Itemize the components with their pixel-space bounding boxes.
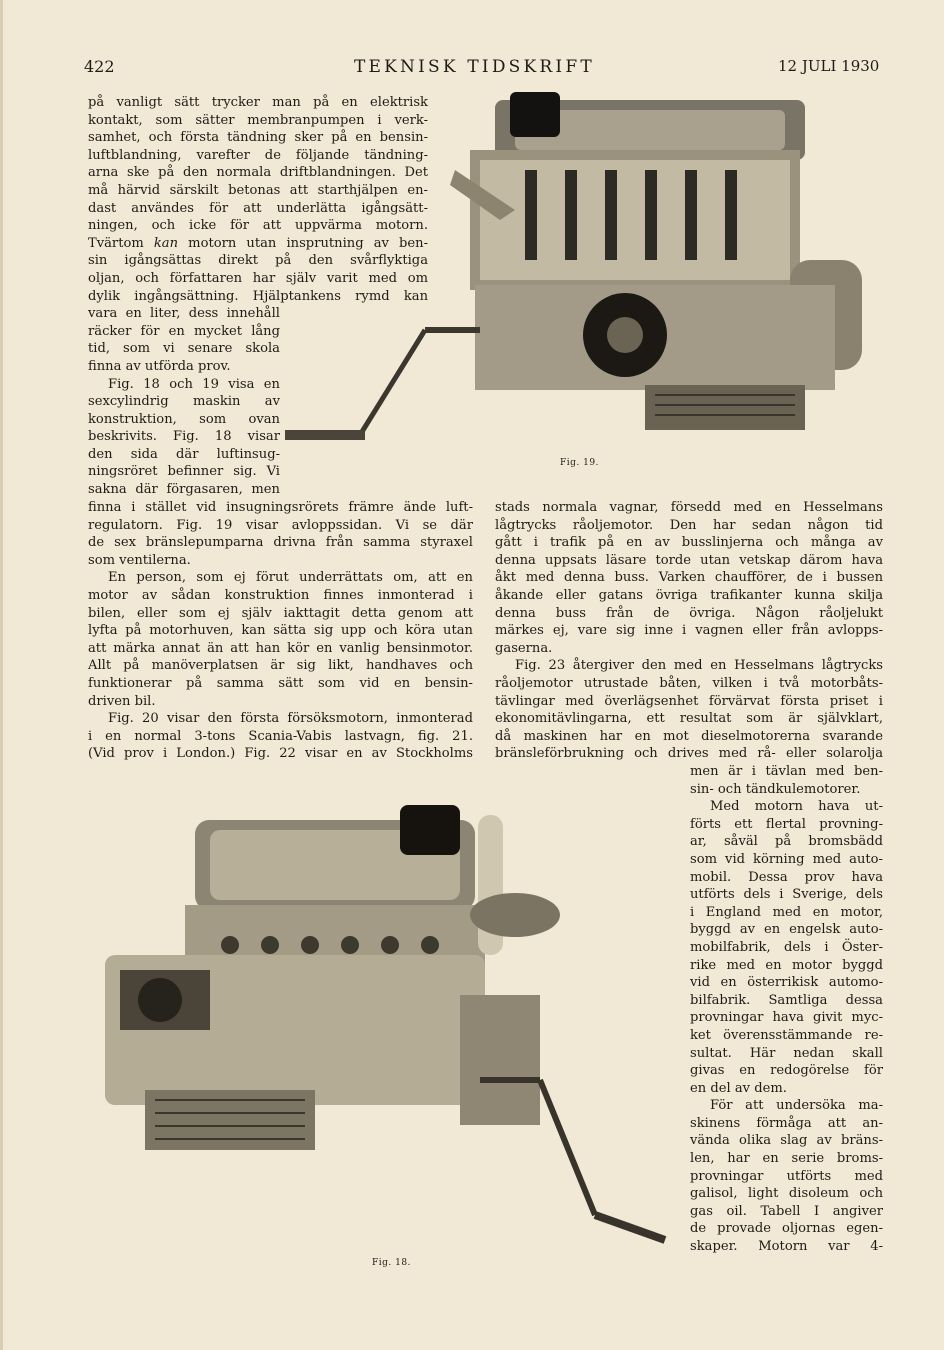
text-line: bilen, eller som ej själv iakttagit detta genom att: [88, 605, 473, 621]
text-line: men är i tävlan med ben-: [690, 764, 883, 779]
text-line: skinens förmåga att an-: [690, 1115, 883, 1131]
text-line: beskrivits. Fig. 18 visar: [88, 429, 280, 445]
text-line: motor av sådan konstruktion finnes inmonterad i: [88, 587, 473, 603]
journal-title: TEKNISK TIDSKRIFT: [354, 57, 595, 77]
text-line: galisol, light disoleum och: [690, 1186, 883, 1202]
text-line: len, har en serie broms-: [690, 1151, 883, 1167]
text-line: räcker för en mycket lång: [88, 323, 280, 339]
text-line: mobilfabrik, dels i Öster-: [690, 939, 883, 955]
text-line: mobil. Dessa prov hava: [690, 869, 883, 885]
text-line: Fig. 23 återgiver den med en Hesselmans lågtrycks: [515, 658, 883, 674]
issue-date: 12 JULI 1930: [778, 57, 880, 75]
figure-19-caption: Fig. 19.: [560, 458, 599, 468]
right-column-bottom-text: [690, 763, 883, 1256]
text-line: i en normal 3-tons Scania-Vabis lastvagn, fig. 21.: [88, 728, 473, 744]
text-line: funktionerar på samma sätt som vid en bensin-: [88, 675, 473, 691]
text-line: bilfabrik. Samtliga dessa: [690, 992, 883, 1008]
text-line: tävlingar med överlägsenhet förvärvat första priset i: [495, 693, 883, 709]
text-line: ket överensstämmande re-: [690, 1027, 883, 1043]
text-line: sin igångsättas direkt på den svårflyktiga: [88, 253, 428, 269]
text-line: denna uppsats läsare torde utan vetskap därom hava: [495, 552, 883, 568]
text-line: de sex bränslepumparna drivna från samma styraxel: [88, 535, 473, 551]
text-line: För att undersöka ma-: [710, 1098, 883, 1114]
text-line: Tvärtom kan motorn utan insprutning av ben-: [88, 235, 428, 251]
text-line: driven bil.: [88, 693, 156, 709]
text-line: Med motorn hava ut-: [710, 799, 883, 815]
text-line: vid en österrikisk automo-: [690, 975, 883, 991]
text-line: sexcylindrig maskin av: [88, 394, 280, 410]
text-line: dylik ingångsättning. Hjälptankens rymd kan: [88, 288, 428, 304]
text-line: regulatorn. Fig. 19 visar avloppssidan. Vi se där: [88, 517, 473, 533]
text-line: ningsröret befinner sig. Vi: [88, 464, 280, 480]
text-line: Fig. 20 visar den första försöksmotorn, inmonterad: [108, 711, 473, 727]
text-line: ar, såväl på bromsbädd: [690, 834, 883, 850]
text-line: bränsleförbrukning och drives med rå- eller solarolja: [495, 746, 883, 762]
text-line: givas en redogörelse för: [690, 1063, 883, 1079]
text-line: arna ske på den normala driftblandningen. Det: [88, 165, 428, 181]
text-line: lyfta på motorhuven, kan sätta sig upp och köra utan: [88, 623, 473, 639]
text-line: råoljemotor utrustade båten, vilken i två motorbåts-: [495, 675, 883, 691]
text-line: en del av dem.: [690, 1080, 787, 1096]
text-line: ekonomitävlingarna, ett resultat som är självklart,: [495, 711, 883, 727]
text-line: de provade oljornas egen-: [690, 1221, 883, 1237]
figure-18-caption: Fig. 18.: [372, 1258, 411, 1268]
text-line: rike med en motor byggd: [690, 957, 883, 973]
text-line: (Vid prov i London.) Fig. 22 visar en av Stockholms: [88, 746, 473, 762]
text-line: lågtrycks råoljemotor. Den har sedan någon tid: [495, 517, 883, 533]
text-line: Fig. 18 och 19 visa en: [108, 376, 280, 392]
text-line: provningar hava givit myc-: [690, 1010, 883, 1026]
text-line: stads normala vagnar, försedd med en Hesselmans: [495, 500, 883, 515]
left-column-bottom-text: [88, 499, 473, 763]
text-line: tid, som vi senare skola: [88, 341, 280, 357]
text-line: åkande eller gatans övriga trafikanter kunna skilja: [495, 587, 883, 603]
text-line: då maskinen har en mot dieselmotorerna svarande: [495, 728, 883, 744]
text-line: finna i stället vid insugningsrörets främre ände luft-: [88, 500, 473, 515]
text-line: luftblandning, varefter de följande tändning-: [88, 147, 428, 163]
page-number: 422: [84, 57, 115, 76]
text-line: denna buss från de övriga. Någon råoljelukt: [495, 605, 883, 621]
text-line: den sida där luftinsug-: [88, 446, 280, 462]
text-line: sakna där förgasaren, men: [88, 482, 280, 498]
text-line: provningar utförts med: [690, 1168, 883, 1184]
text-line: finna av utförda prov.: [88, 358, 231, 374]
text-line: att märka annat än att han kör en vanlig bensinmotor.: [88, 640, 473, 656]
figure-19-engine-photo: [285, 90, 865, 450]
text-line: utförts dels i Sverige, dels: [690, 887, 883, 903]
text-line: märkes ej, vare sig inne i vagnen eller från avlopps-: [495, 623, 883, 639]
text-line: gått i trafik på en av busslinjerna och många av: [495, 535, 883, 551]
text-line: gas oil. Tabell I angiver: [690, 1203, 883, 1219]
text-line: som ventilerna.: [88, 552, 191, 568]
text-line: dast användes för att underlätta igångsätt-: [88, 200, 428, 216]
text-line: förts ett flertal provning-: [690, 816, 883, 832]
text-line: åkt med denna buss. Varken chaufförer, de i bussen: [495, 570, 883, 586]
text-line: byggd av en engelsk auto-: [690, 922, 883, 938]
text-line: sultat. Här nedan skall: [690, 1045, 883, 1061]
text-line: Allt på manöverplatsen är sig likt, handhaves och: [88, 658, 473, 674]
text-line: samhet, och första tändning sker på en bensin-: [88, 130, 428, 146]
right-column-top-text: [495, 499, 883, 763]
text-line: må härvid särskilt betonas att starthjälpen en-: [88, 182, 428, 198]
text-line: i England med en motor,: [690, 904, 883, 920]
text-line: oljan, och författaren har själv varit med om: [88, 270, 428, 286]
text-line: sin- och tändkulemotorer.: [690, 781, 861, 797]
figure-18-engine-photo: [100, 795, 675, 1250]
text-line: som vid körning med auto-: [690, 851, 883, 867]
text-line: ningen, och icke för att uppvärma motorn.: [88, 218, 428, 234]
text-line: på vanligt sätt trycker man på en elektrisk: [88, 95, 428, 110]
text-line: vara en liter, dess innehåll: [88, 306, 280, 322]
text-line: gaserna.: [495, 640, 553, 656]
text-line: En person, som ej förut underrättats om, att en: [108, 570, 473, 586]
text-line: skaper. Motorn var 4-: [690, 1239, 883, 1255]
text-line: vända olika slag av bräns-: [690, 1133, 883, 1149]
text-line: konstruktion, som ovan: [88, 411, 280, 427]
text-line: kontakt, som sätter membranpumpen i verk-: [88, 112, 428, 128]
